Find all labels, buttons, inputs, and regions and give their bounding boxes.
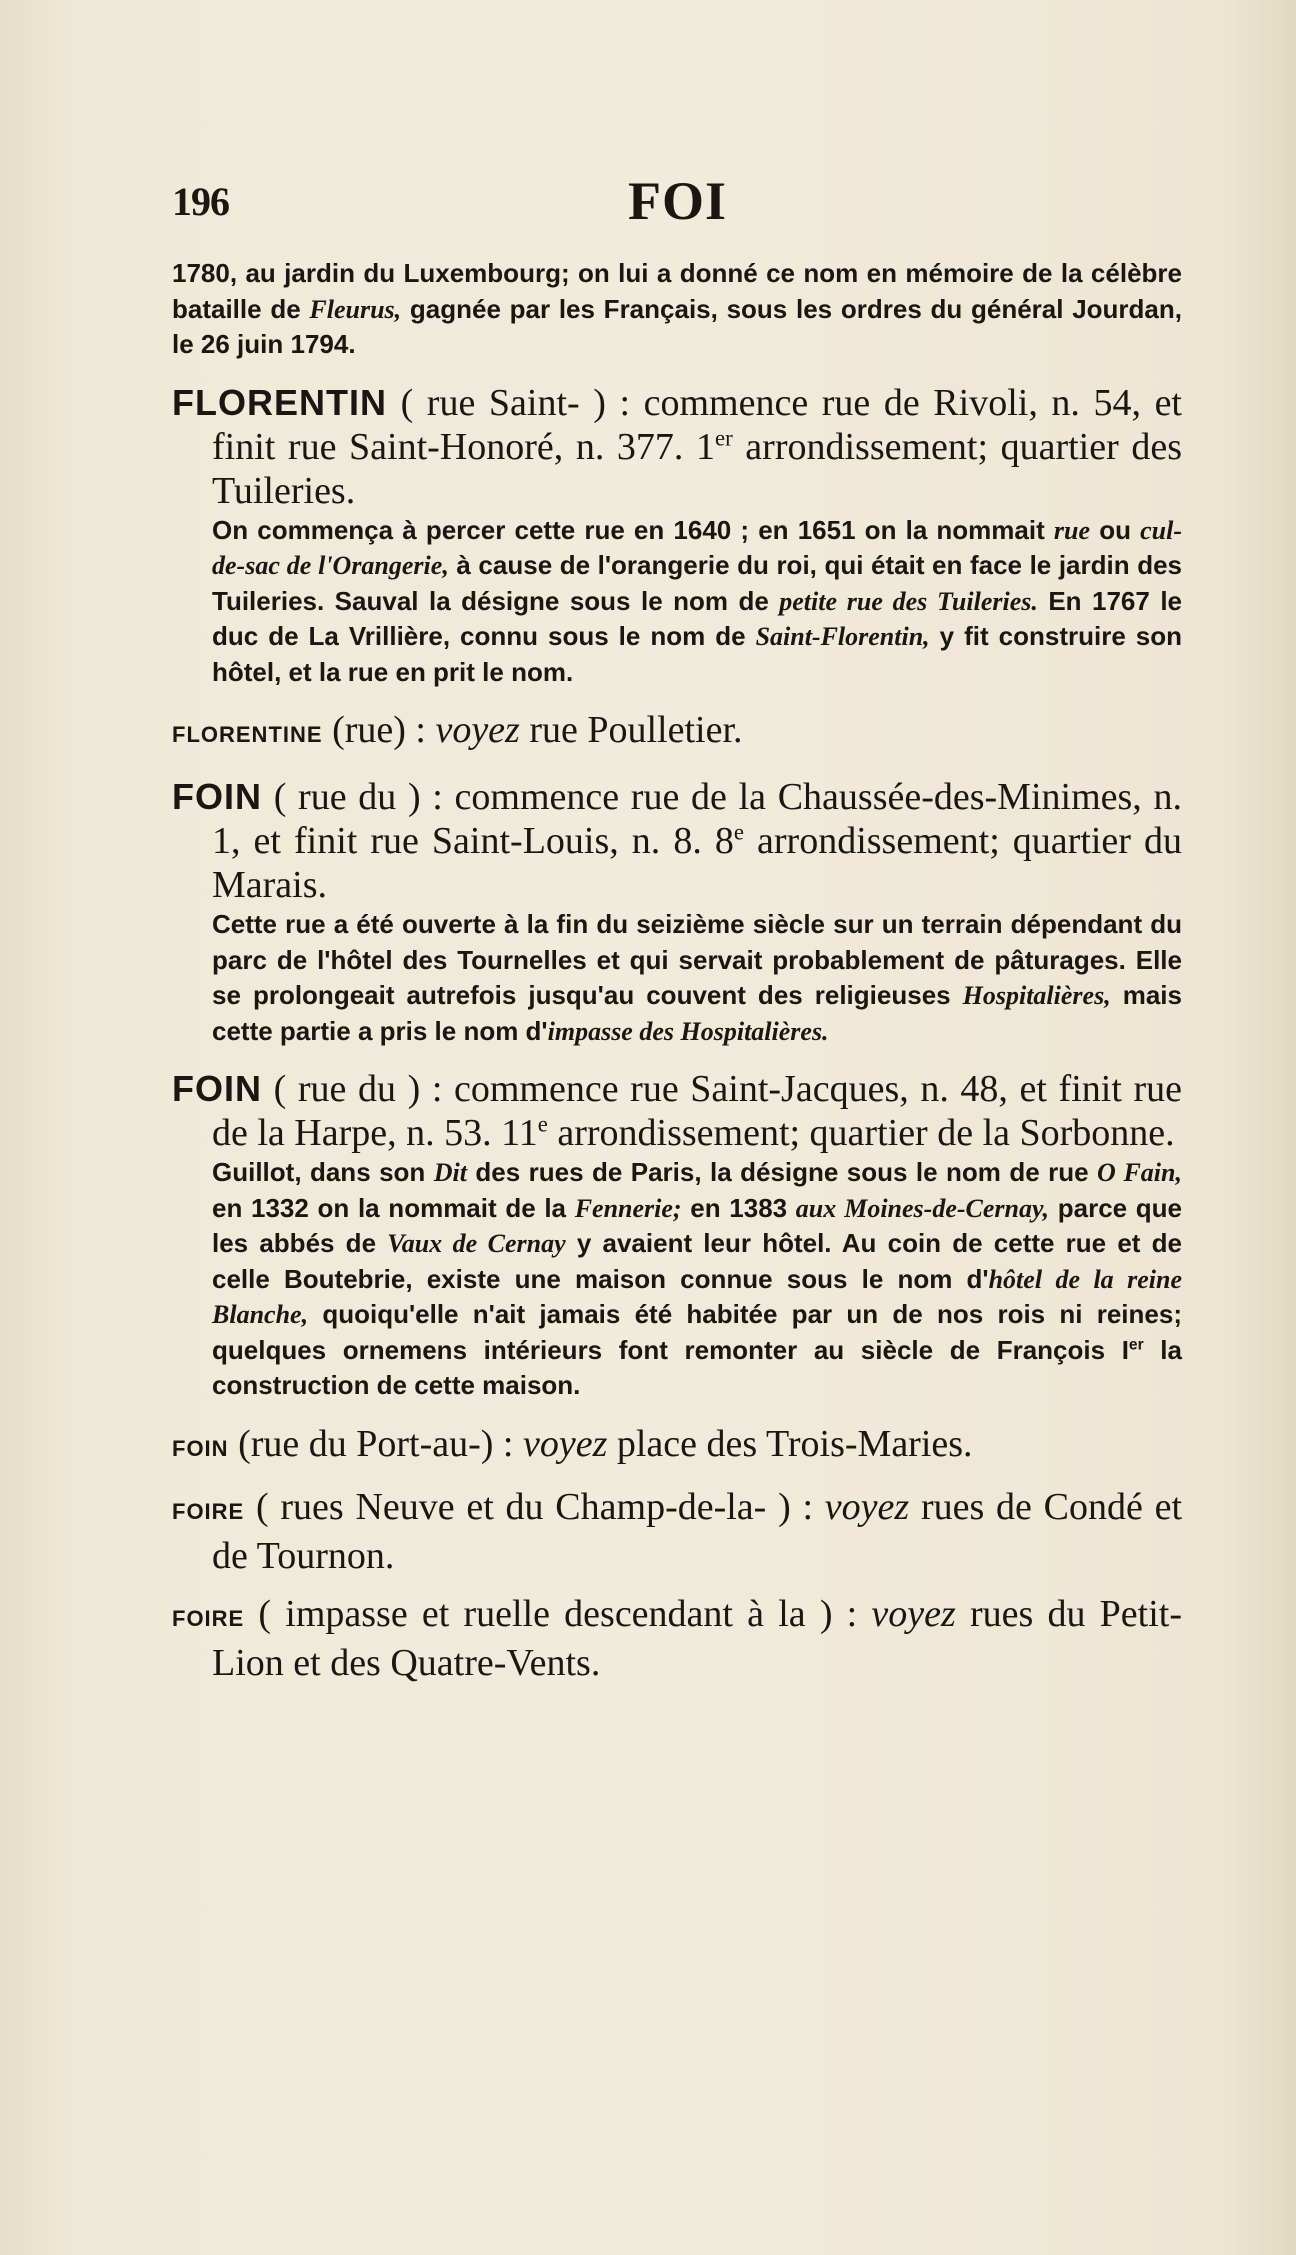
entry-florentine: FLORENTINE (rue) : voyez rue Poulletier.: [172, 709, 743, 751]
headword: FOIRE: [172, 1605, 245, 1631]
entry-foin-marais: FOIN ( rue du ) : commence rue de la Chaussée-des-Minimes, n. 1, et finit rue Saint-Louis, n. 8. 8e arrondissement; quartier du Marais.: [172, 776, 1182, 906]
entry-note: Guillot, dans son Dit des rues de Paris, la désigne sous le nom de rue O Fain, en 1332 on la nommait de la Fennerie; en 1383 aux Moines-de-Cernay, parce que les abbés de Vaux de Cernay y avaient leur hôtel. Au coin de cette rue et de celle Boutebrie, existe une maison connue sous le nom d'hôtel de la reine Blanche, quoiqu'elle n'ait jamais été habitée par un de nos rois ni reines; quelques ornemens intérieurs font remonter au siècle de François Ier la construction de cette maison.: [212, 1157, 1183, 1400]
entry-foire-impasse: FOIRE ( impasse et ruelle descendant à la ) : voyez rues du Petit-Lion et des Quatre-Vents.: [172, 1592, 1182, 1684]
page-body: [172, 256, 1182, 1685]
headword: FLORENTINE: [172, 722, 323, 747]
entry-foin-sorbonne: FOIN ( rue du ) : commence rue Saint-Jacques, n. 48, et finit rue de la Harpe, n. 53. 11e arrondissement; quartier de la Sorbonne.: [172, 1068, 1182, 1154]
headword: FOIN: [172, 776, 262, 817]
headword: FOIN: [172, 1435, 229, 1461]
entry-foire-rues: FOIRE ( rues Neuve et du Champ-de-la- ) : voyez rues de Condé et de Tournon.: [172, 1485, 1183, 1577]
headword: FOIRE: [172, 1498, 245, 1524]
running-head: FOI: [628, 171, 728, 231]
entry-foin-port-au: FOIN (rue du Port-au-) : voyez place des Trois-Maries.: [172, 1422, 973, 1465]
intro-paragraph: 1780, au jardin du Luxembourg; on lui a donné ce nom en mémoire de la célèbre bataille de Fleurus, gagnée par les Français, sous les ordres du général Jourdan, le 26 juin 1794.: [172, 258, 1182, 359]
page-number: 196: [172, 179, 229, 224]
entry-florentin: FLORENTIN ( rue Saint- ) : commence rue de Rivoli, n. 54, et finit rue Saint-Honoré, n. 377. 1er arrondissement; quartier des Tuileries.: [172, 381, 1182, 512]
headword: FLORENTIN: [172, 381, 387, 423]
entry-note: On commença à percer cette rue en 1640 ; en 1651 on la nommait rue ou cul-de-sac de l'Orangerie, à cause de l'orangerie du roi, qui était en face le jardin des Tuileries. Sauval la désigne sous le nom de petite rue des Tuileries. En 1767 le duc de La Vrillière, connu sous le nom de Saint-Florentin, y fit construire son hôtel, et la rue en prit le nom.: [212, 514, 1183, 687]
entry-note: Cette rue a été ouverte à la fin du seizième siècle sur un terrain dépendant du parc de l'hôtel des Tournelles et qui servait probablement de pâturages. Elle se prolongeait autrefois jusqu'au couvent des religieuses Hospitalières, mais cette partie a pris le nom d'impasse des Hospitalières.: [212, 909, 1182, 1046]
headword: FOIN: [172, 1068, 262, 1109]
